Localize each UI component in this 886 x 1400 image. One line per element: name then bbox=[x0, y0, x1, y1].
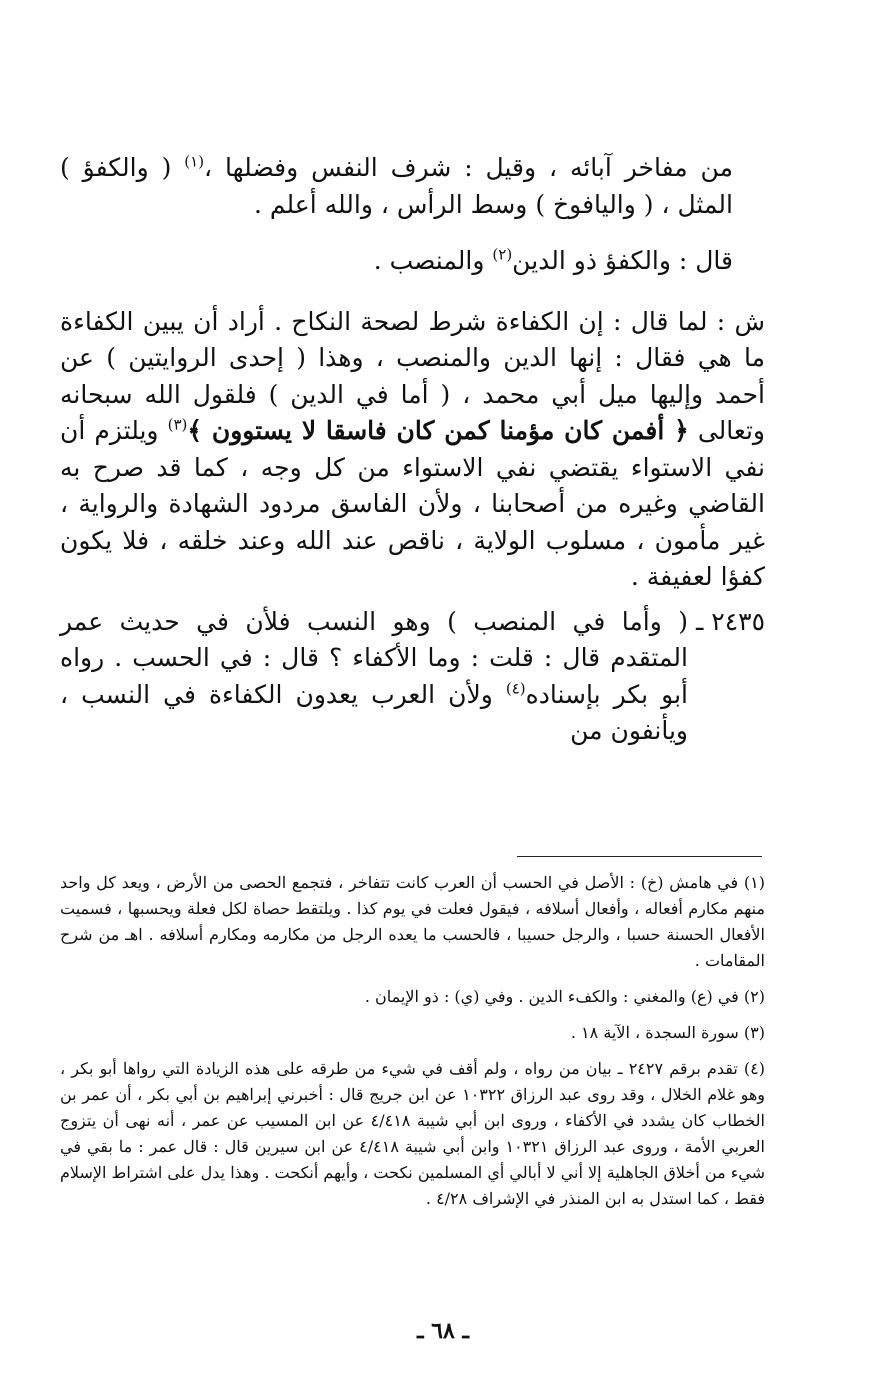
footnote-1: (١) في هامش (خ) : الأصل في الحسب أن العرب كانت تتفاخر ، فتجمع الحصى من الأرض ، ويعد كل واحد منهم مكارم أفعاله ، وأفعال أسلافه ، فيقول فعلت في يوم كذا . ويلتقط حصاة لكل فعلة ويحسبها ، فسميت الأفعال الحسنة حسبا ، والرجل حسيبا ، فالحسب ما يعده الرجل من مكارمه ومكارم أسلافه . اهـ من شرح المقامات . bbox=[60, 873, 765, 970]
footnote-ref-3[interactable]: (٣) bbox=[167, 415, 188, 434]
quran-verse: ﴿ أفمن كان مؤمنا كمن كان فاسقا لا يستوون ﴾ bbox=[187, 416, 689, 445]
matn-paragraph bbox=[60, 243, 733, 280]
footnote-3: (٣) سورة السجدة ، الآية ١٨ . bbox=[570, 1023, 765, 1042]
paragraph-text: ش : لما قال : إن الكفاءة شرط لصحة النكاح . أراد أن يبين الكفاءة ما هي فقال : إنها الدين والمنصب ، وهذا ( إحدى الروايتين ) عن أحمد وإليها ميل أبي محمد ، ( أما في الدين ) فلقول الله سبحانه وتعالى bbox=[60, 306, 765, 445]
paragraph-continuation bbox=[60, 150, 733, 223]
footnote-ref-1[interactable]: (١) bbox=[184, 152, 205, 171]
paragraph-number: ٢٤٣٥ ـ bbox=[696, 606, 765, 636]
footnote-2: (٢) في (ع) والمغني : والكفء الدين . وفي (ي) : ذو الإيمان . bbox=[364, 987, 765, 1006]
footnote-ref-2[interactable]: (٢) bbox=[492, 245, 513, 264]
page-body bbox=[60, 150, 765, 750]
numbered-paragraph bbox=[60, 604, 765, 750]
paragraph-text: ويلتزم أن نفي الاستواء يقتضي نفي الاستواء من كل وجه ، كما قد صرح به القاضي وغيره من أصحابنا ، ولأن الفاسق مردود الشهادة والرواية ، غير مأمون ، مسلوب الولاية ، ناقص عند الله وعند خلقه ، فلا يكون كفؤا لعفيفة . bbox=[60, 416, 765, 591]
page-number: ـ ٦٨ ـ bbox=[417, 1318, 469, 1344]
sharh-paragraph bbox=[60, 304, 765, 596]
paragraph-text: والمنصب . bbox=[373, 246, 493, 275]
footnote-divider bbox=[517, 856, 762, 857]
footnote-ref-4[interactable]: (٤) bbox=[505, 679, 526, 698]
paragraph-body bbox=[60, 604, 688, 750]
paragraph-text: ( والكفؤ ) المثل ، ( واليافوخ ) وسط الرأس ، والله أعلم . bbox=[60, 153, 733, 219]
main-text bbox=[60, 150, 765, 750]
footnote-4: (٤) تقدم برقم ٢٤٢٧ ـ بيان من رواه ، ولم أقف في شيء من طرقه على هذه الزيادة التي رواها أبو بكر ، وهو غلام الخلال ، وقد روى عبد الرزاق ١٠٣٢٢ عن ابن جريج قال : أخبرني إبراهيم بن أبي بكر ، أن عمر بن الخطاب كان يشدد في الأكفاء ، وروى ابن أبي شيبة ٤/٤١٨ عن ابن المسيب عن عمر ، أنه نهى أن يتزوج العربي الأمة ، وروى عبد الرزاق ١٠٣٢١ وابن أبي شيبة ٤/٤١٨ عن ابن سيرين قال : قال عمر : ما بقي في شيء من أخلاق الجاهلية إلا أني لا أبالي أي المسلمين نكحت ، وأيهم أنكحت . وهذا يدل على اشتراط الإسلام فقط ، كما استدل به ابن المنذر في الإشراف ٤/٢٨ . bbox=[60, 1059, 766, 1208]
footnotes bbox=[60, 870, 765, 1222]
paragraph-text: قال : والكفؤ ذو الدين bbox=[512, 246, 733, 275]
paragraph-text: من مفاخر آبائه ، وقيل : شرف النفس وفضلها ، bbox=[204, 153, 733, 182]
paragraph-text: ( وأما في المنصب ) وهو النسب فلأن في حديث عمر المتقدم قال : قلت : وما الأكفاء ؟ قال : في الحسب . رواه أبو بكر بإسناده bbox=[60, 606, 688, 709]
paragraph-text: ولأن العرب يعدون الكفاءة في النسب ، ويأنفون من bbox=[60, 679, 688, 745]
